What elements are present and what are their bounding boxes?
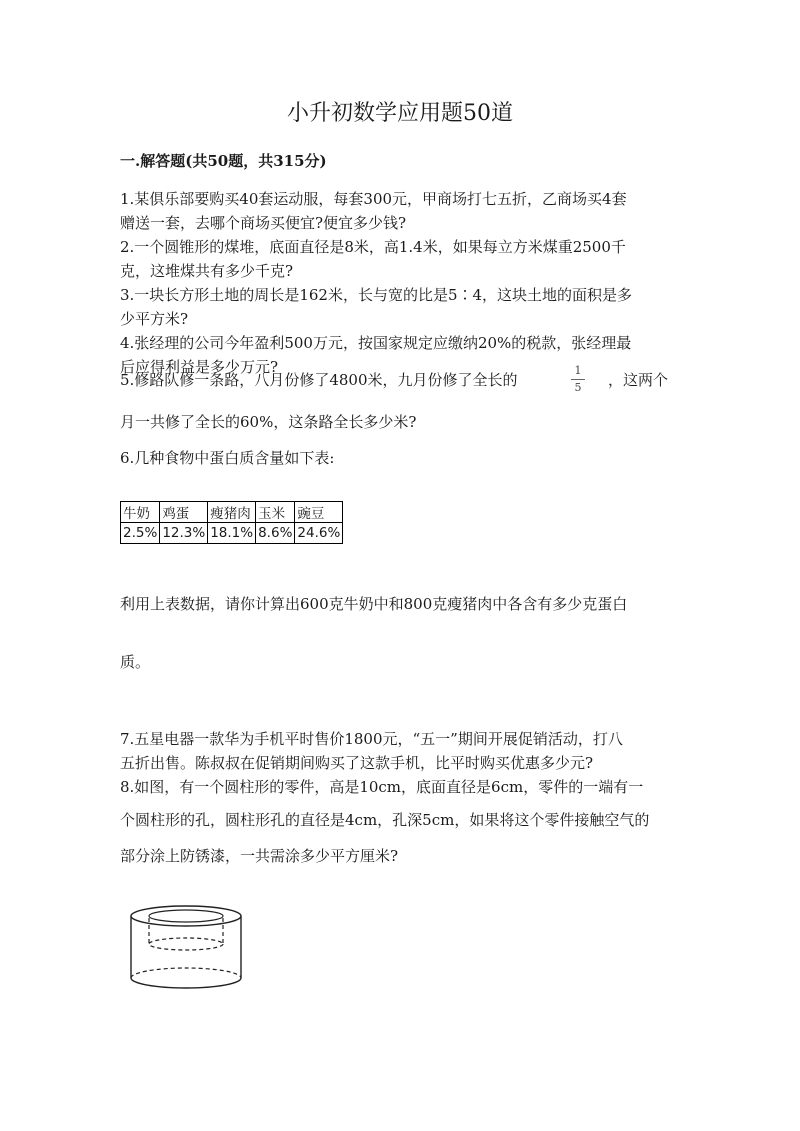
table-cell: 24.6% <box>295 523 343 544</box>
question-2-line-1: 2.一个圆锥形的煤堆，底面直径是8米，高1.4米，如果每立方米煤重2500千 <box>120 238 626 256</box>
section-header: 一.解答题(共50题，共315分) <box>120 152 327 170</box>
question-3-line-2: 少平方米? <box>120 310 189 328</box>
question-3-line-1: 3.一块长方形土地的周长是162米，长与宽的比是5∶4，这块土地的面积是多 <box>120 286 633 304</box>
fraction-bar <box>571 379 585 380</box>
question-7-line-1: 7.五星电器一款华为手机平时售价1800元，“五一”期间开展促销活动，打八 <box>120 730 623 748</box>
question-2-line-2: 克，这堆煤共有多少千克? <box>120 262 294 280</box>
table-row <box>121 523 343 544</box>
fraction-denominator: 5 <box>574 381 582 394</box>
hole-top <box>149 910 223 922</box>
table-header-cell: 牛奶 <box>121 502 160 523</box>
hole-bottom <box>149 938 223 950</box>
table-cell: 2.5% <box>121 523 160 544</box>
protein-table <box>120 501 343 544</box>
cylinder-top-outer <box>131 906 241 926</box>
table-cell: 12.3% <box>160 523 208 544</box>
question-6-line-1: 利用上表数据，请你计算出600克牛奶中和800克瘦猪肉中各含有多少克蛋白 <box>120 595 628 613</box>
question-8-line-3: 部分涂上防锈漆，一共需涂多少平方厘米? <box>120 847 399 865</box>
question-5-line-2: 月一共修了全长的60%，这条路全长多少米? <box>120 413 417 431</box>
question-1-line-1: 1.某俱乐部要购买40套运动服，每套300元，甲商场打七五折，乙商场买4套 <box>120 190 627 208</box>
question-8-line-2: 个圆柱形的孔，圆柱形孔的直径是4cm，孔深5cm，如果将这个零件接触空气的 <box>120 811 650 829</box>
question-5-fraction <box>569 364 587 395</box>
table-cell: 18.1% <box>208 523 256 544</box>
question-6-intro: 6.几种食物中蛋白质含量如下表: <box>120 449 335 467</box>
cylinder-bottom-back <box>131 968 241 978</box>
page-title: 小升初数学应用题50道 <box>287 101 513 126</box>
table-header-cell: 瘦猪肉 <box>208 502 256 523</box>
question-7-line-2: 五折出售。陈叔叔在促销期间购买了这款手机，比平时购买优惠多少元? <box>120 754 594 772</box>
table-header-cell: 鸡蛋 <box>160 502 208 523</box>
question-5-line-1: 5.修路队修一条路，八月份修了4800米，九月份修了全长的 <box>120 371 518 389</box>
question-4-line-2: 后应得利益是多少万元? <box>120 358 279 376</box>
question-6-line-2: 质。 <box>120 653 151 671</box>
question-8-line-1: 8.如图，有一个圆柱形的零件，高是10cm，底面直径是6cm，零件的一端有一 <box>120 778 644 796</box>
table-header-cell: 玉米 <box>256 502 295 523</box>
fraction-numerator: 1 <box>574 364 582 377</box>
table-cell: 8.6% <box>256 523 295 544</box>
question-1-line-2: 赠送一套，去哪个商场买便宜?便宜多少钱? <box>120 214 407 232</box>
cylinder-figure <box>124 900 254 1000</box>
question-5-line-1-end: ，这两个 <box>608 371 669 389</box>
question-4-line-1: 4.张经理的公司今年盈利500万元，按国家规定应缴纳20%的税款，张经理最 <box>120 334 632 352</box>
table-header-row <box>121 502 343 523</box>
cylinder-bottom-front <box>131 978 241 988</box>
table-header-cell: 豌豆 <box>295 502 343 523</box>
